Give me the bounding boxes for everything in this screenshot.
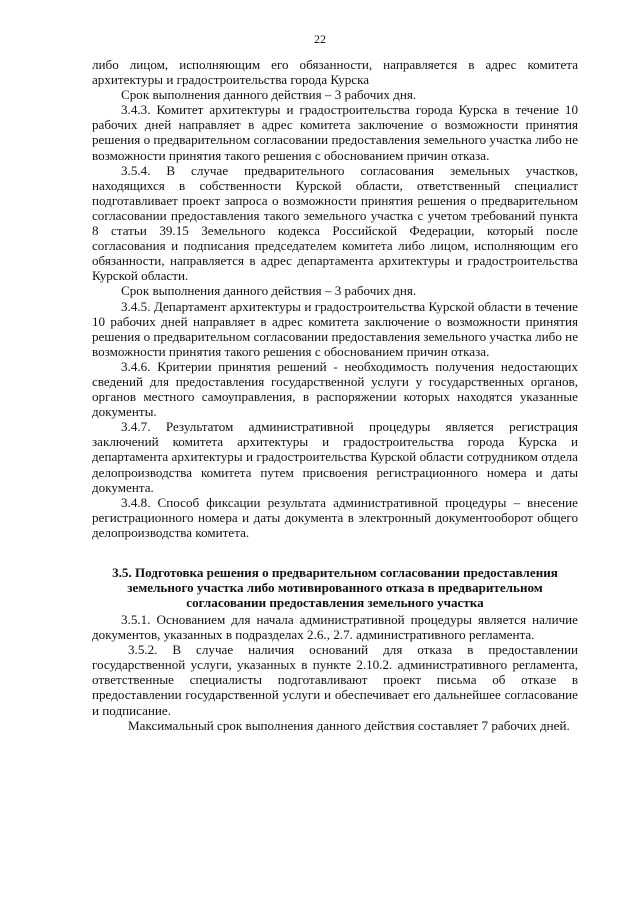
paragraph: Максимальный срок выполнения данного действия составляет 7 рабочих дней. [128,717,570,733]
paragraph: 3.5.2. В случае наличия оснований для отказа в предоставлении государственной услуги, указанных в пункте 2.10.2. административного регламента, ответственные специалисты подготавливают проект письма об отказе в предоставлении государственной услуги и обеспечивает его дальнейшее согласование и подписание. [92,642,578,718]
paragraph: 3.5.4. В случае предварительного согласования земельных участков, находящихся в собственности Курской области, ответственный специалист подготавливает проект запроса о возможности принятия решения о предварительном согласовании предоставления такого земельного участка с учетом требований пункта 8 статьи 39.15 Земельного кодекса Российской Федерации, который после согласования и подписания председателем комитета либо лицом, исполняющим его обязанности, направляется в адрес департамента архитектуры и градостроительства Курской области. [92,162,578,284]
paragraph: Срок выполнения данного действия – 3 рабочих дня. [121,87,417,103]
section-3-4-paragraphs [92,57,578,540]
section-3-5-paragraphs [92,612,578,733]
document-body [92,57,578,733]
paragraph: 3.4.3. Комитет архитектуры и градостроительства города Курска в течение 10 рабочих дней направляет в адрес комитета заключение о возможности принятия решения о предварительном согласовании предоставления земельного участка либо не возможности принятия такого решения с обоснованием причин отказа. [92,102,578,163]
section-heading: 3.5. Подготовка решения о предварительном согласовании предоставления земельного участка либо мотивированного отказа в предварительном согласовании предоставления земельного участка [112,565,558,610]
paragraph: либо лицом, исполняющим его обязанности, направляется в адрес комитета архитектуры и градостроительства города Курска [92,57,578,88]
paragraph: 3.4.5. Департамент архитектуры и градостроительства Курской области в течение 10 рабочих дней направляет в адрес комитета заключение о возможности принятия решения о предварительном согласовании предоставления земельного участка либо не возможности принятия такого решения с обоснованием причин отказа. [92,298,578,359]
paragraph: Срок выполнения данного действия – 3 рабочих дня. [121,283,417,299]
page-number: 22 [314,32,326,46]
paragraph: 3.4.6. Критерии принятия решений - необходимость получения недостающих сведений для предоставления государственной услуги у государственных органов, органов местного самоуправления, в распоряжении которых находятся указанные документы. [92,358,578,420]
paragraph: 3.5.1. Основанием для начала административной процедуры является наличие документов, указанных в подразделах 2.6., 2.7. административного регламента. [92,612,578,643]
paragraph: 3.4.7. Результатом административной процедуры является регистрация заключений комитета архитектуры и градостроительства города Курска и департамента архитектуры и градостроительства Курской области сотрудником отдела делопроизводства комитета путем присвоения регистрационного номера и даты документа. [92,419,578,495]
paragraph: 3.4.8. Способ фиксации результата административной процедуры – внесение регистрационного номера и даты документа в электронный документооборот общего делопроизводства комитета. [92,494,578,540]
